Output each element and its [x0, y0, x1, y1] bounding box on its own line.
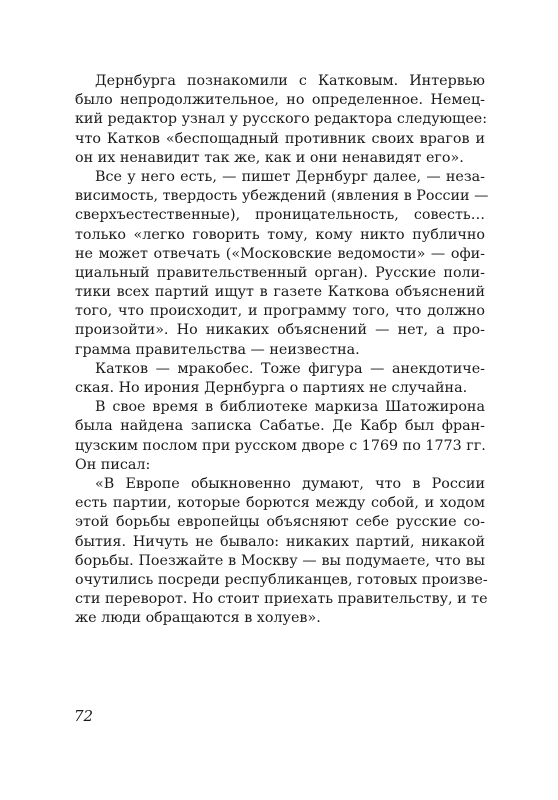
text-line: «В Европе обыкновенно думают, что в России	[95, 475, 485, 492]
text-line: висимость, твердость убеждений (явления в России —	[75, 188, 489, 205]
text-line: не может отвечать («Московские ведомости» — офи-	[75, 245, 485, 262]
text-line: сверхъестественные), проницательность, совесть…	[75, 207, 485, 224]
text-line: тики всех партий ищут в газете Каткова объяснений	[75, 284, 485, 301]
text-line: он их ненавидит так же, как и они ненавидят его».	[75, 149, 464, 166]
page-number: 72	[74, 707, 94, 725]
text-line: что Катков «беспощадный противник своих врагов и	[75, 130, 485, 147]
text-line: ская. Но ирония Дернбурга о партиях не случайна.	[75, 380, 468, 396]
text-line: Он писал:	[75, 456, 151, 473]
text-line: грамма правительства — неизвестна.	[75, 341, 360, 358]
text-line: циальный правительственный орган). Русские поли-	[75, 264, 485, 281]
text-line: В свое время в библиотеке маркиза Шатожирона	[95, 399, 485, 416]
text-line: Катков — мракобес. Тоже фигура — анекдотиче-	[95, 360, 485, 377]
text-line: Дернбурга познакомили с Катковым. Интервью	[95, 73, 485, 89]
text-line: было непродолжительное, но определенное. Немец-	[75, 92, 485, 109]
text-line: Все у него есть, — пишет Дернбург далее, — неза-	[95, 168, 485, 185]
text-line: была найдена записка Сабатье. Де Кабр был фран-	[75, 418, 485, 435]
text-line: того, что происходит, и программу того, что должно	[75, 303, 485, 320]
text-line: бытия. Ничуть не бывало: никаких партий, никакой	[75, 533, 485, 550]
text-line: сти переворот. Но стоит приехать правительству, и те	[75, 591, 488, 608]
text-line: же люди обращаются в холуев».	[75, 610, 321, 627]
text-line: очутились посреди республиканцев, готовых произве-	[75, 571, 488, 588]
body-text	[75, 72, 489, 628]
text-line: кий редактор узнал у русского редактора следующее:	[75, 111, 488, 128]
text-line: только «легко говорить тому, кому никто публично	[75, 226, 485, 243]
text-line: этой борьбы европейцы объясняют себе русские со-	[75, 514, 485, 531]
text-line: произойти». Но никаких объяснений — нет, а про-	[75, 322, 485, 339]
text-line: борьбы. Поезжайте в Москву — вы подумаете, что вы	[75, 552, 485, 569]
text-line: цузским послом при русском дворе с 1769 по 1773 гг.	[75, 437, 486, 454]
text-line: есть партии, которые борются между собой, и ходом	[75, 495, 485, 512]
